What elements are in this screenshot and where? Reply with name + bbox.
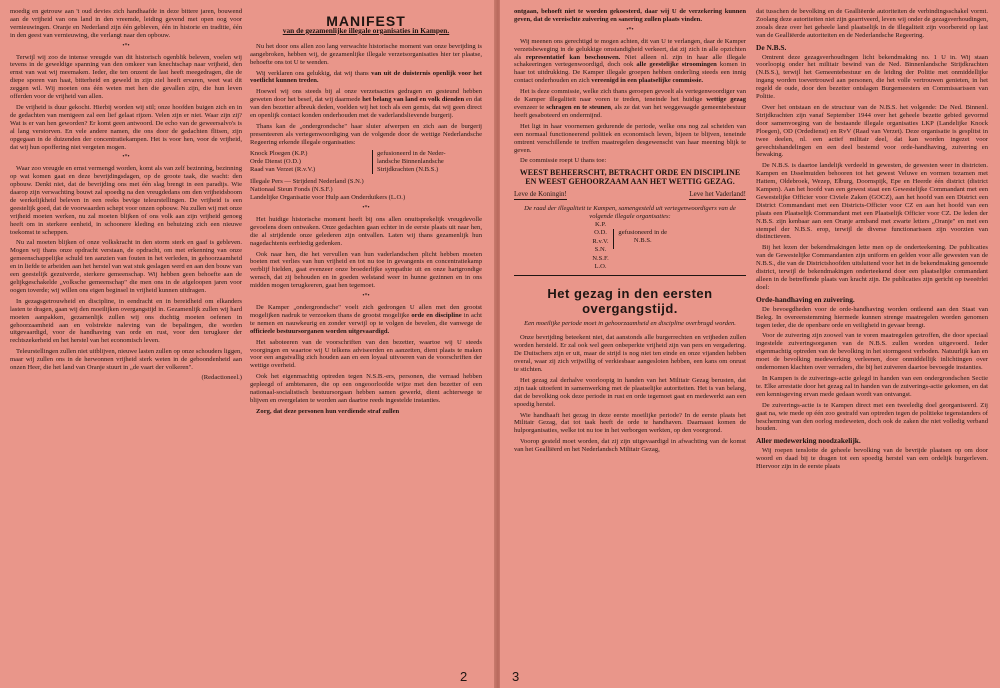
paragraph: Nu zal moeten blijken of onze volkskracht in den storm sterk en gaaf is gebleven. Mogen wij thans onze opdracht verstaan, de opdracht, om met erkenning van onze gemeenschappelijke schuld ten aanzien van fouten in het verleden, in gehoorzaamheid en in liefde te arbeiden aan het herstel van wat stuk geslagen werd en aan den bouw van een geestelijk gezuiverde, sterkere gemeenschap. Wij hebben geen behoefte aan de gelijkgeschakelde „volksche gemeenschap" die men ons in de afgeloopen jaren voor oogen toverde; wij willen ons eigen beginsel in vrijheid kunnen uitdragen. [10, 239, 242, 294]
paragraph: Zorg, dat deze personen hun verdiende straf zullen [256, 407, 400, 415]
page-number: 3 [512, 669, 520, 684]
paragraph: ontgaan, behoeft niet te worden gekoesterd, daar wij U de verzekering kunnen geven, dat de vereischte zuivering en sanering zullen plaats vinden. [514, 8, 746, 23]
section-divider: •*• [122, 42, 130, 49]
section-divider: •*• [362, 205, 370, 212]
section-heading: Aller medewerking noodzakelijk. [756, 436, 861, 446]
paragraph: Ook het eigenmachtig optreden tegen N.S.B.-ers, personen, die verraad hebben gepleegd of ambtenaren, die op een ongeoorloofde wijze met den bezetter of een nationaal-socialistisch bestuursorgaan hebben samen gewerkt, dient achterwege te blijven en overgelaten te worden aan daartoe reeds ingestelde instanties. [250, 373, 482, 404]
paragraph: Het gezag zal derhalve voorloopig in handen van het Militair Gezag berusten, dat zijn taak uitoefent in samenwerking met de plaatselijke autoriteiten. Het is van belang, dat de bevolking ook deze periode in rust en orde tegemoet gaat en medewerkt aan een spoedig herstel. [514, 376, 746, 408]
paragraph: Thans kan de „ondergrondsche" haar sluier afwerpen en zich aan de burgerij presenteeren als vertegenwoordiging van de volgende door de wettige Nederlandsche Regeering erkende illegale organisaties: [250, 122, 482, 146]
council-intro: De raad der illegaliteit te Kampen, samengesteld uit vertegenwoordigers van de volgende illegale organisaties: [524, 205, 736, 221]
paragraph: Omtrent deze gezagsverhoudingen licht bekendmaking no. 1 U in. Wij staan voorloopig onder het militair bewind van de Ned. Binnenlandsche Strijdkrachten (N.B.S.), terwijl het Gemeentebestuur en de leiding der Politie met onmiddellijke ingang worden toevertrouwd aan personen, die het volle vertrouwen genieten, in het regeld de oude, door den bezetter ontslagen Burgemeesters en Commissarissen van Politie. [756, 53, 988, 101]
text-run: komen in haar tot uitdrukking. De Kamper illegale groepen hebben onderling steeds een innig contact onderhouden en zich [514, 61, 746, 85]
org-item: Knock Ploegen (K.P.) [250, 149, 308, 157]
manifest-column [250, 8, 482, 668]
cheer-queen: Leve de Koningin! [514, 190, 567, 199]
text-run: Wij verklaren ons gelukkig, dat wij thans [256, 69, 372, 77]
section-heading: Orde-handhaving en zuivering. [756, 294, 855, 304]
cheers [514, 191, 746, 200]
text-run: Wij meenen ons gerechtigd te mogen achten, dit van U te verlangen, daar de Kamper verzetsbeweging in de gelukkige omstandigheid verkeert, dat zij zich in alle opzichten als [514, 37, 746, 61]
paragraph: Waar zoo vreugde en ernst vermengd worden, komt als van zelf bezinning, bezinning op wat komen gaat en deze bevrijdingsdagen, op de groote taak, die wacht: den opbouw. Denkt niet, dat de bevrijding ons met één slag brengt in een paradijs. Wie daarop zijn verwachting bouwt zal spoedig na den vreugdedans om den vrijheidsboom de werkelijkheid beleven in een reeks bevige teleurstellingen. De vrijheid is een geestelijk goed, dat de voorwaarden schept voor onzen opbouw. Nu zullen wij met onze vrijheid moeten werken, nu zal moeten blijken of ons volk aan zijn vrijheid genoeg heeft om in sterkere eenheid, in schoonere kleding en behuizing zich een nieuwe toekomst te scheppen. [10, 165, 242, 236]
council-org: R.v.V. [592, 237, 609, 245]
text-run: evenzeer te [514, 103, 547, 111]
paragraph: De vrijheid is duur gekocht. Hierbij worden wij stil; onze hoofden buigen zich en in de gedachten van menigeen zal een lief gelaat rijzen. Velen zijn er niet. Waar zijn zij? Wat is er van hen geworden? Er komt geen antwoord. De echo van de geweersalvo's is al lang verstorven. En vele andere namen, die ons door de gedachten flitsen, zijn opgegaan in de duizenden der concentratiekampen. Het is voor hen, voor de vrijheid, dat wij hun opoffering niet vergeten mogen. [10, 103, 242, 151]
paragraph: Over het ontstaan en de structuur van de N.B.S. het volgende: De Ned. Binnenl. Strijdkrachten zijn vanaf September 1944 over het geheele bezette gebied gevormd door samenvoeging van de bestaande illegale organisaties LKP (Landelijke Knock Ploegen), OD (Ordedienst) en RvV (Raad van Verzet). Deze organisatie is gesplitst in twee deelen, nl. een actief militair deel, dat kan worden ingezet voor gevechtshandelingen en een deel bestemd voor orde-handhaving, zuivering en bewaking. [756, 103, 988, 159]
emphasis: het belang van land en volk dienden [362, 96, 465, 104]
emphasis: orde en discipline [411, 311, 462, 319]
paragraph: moedig en getrouw aan 't oud devies zich handhaafde in deze bittere jaren, bouwend aan de vrijheid van ons land in den vreemde, leiding gevend met open oog voor vernieuwingen. Oranje en Nederland zijn één gebleven, één in historie en traditie, één in den geest van vernieuwing, die verlangt naar den opbouw. [10, 8, 242, 39]
fusion-note: Strijdkrachten (N.B.S.) [377, 166, 439, 174]
paragraph: Teleurstellingen zullen niet uitblijven, nieuwe lasten zullen op onze schouders liggen, maar wij zullen ons in de herwonnen vrijheid sterk weten in de geboondenheid aan onzen Heer, die het land van Oranje stuurt in „de vaart der volkeren". [10, 348, 242, 372]
council-org: S.N. [594, 246, 607, 254]
text-run: De Kamper „ondergrondsche" voelt zich gedrongen U allen met den grootst mogelijken nadruk te verzoeken thans de grootst mogelijke [250, 303, 482, 319]
editorial-column [10, 8, 242, 668]
org-item: Illegale Pers — Strijdend Nederland (S.N.) [250, 178, 364, 186]
paragraph: Voorop gesteld moet worden, dat zij zijn uitgevaardigd in afwachting van de komst van het Gealliëerd en het Nederlandsch Militair Gezag, [514, 438, 746, 454]
paragraph: Ook naar hen, die het vervullen van hun vaderlandschen plicht hebben moeten boeten met verlies van hun vrijheid en tot nu toe in gevangenis en concentratiekamp verblijf hielden, gaat evenzeer onze broederlijke sympathie uit en onze hartgrondige wensch, dat zij behouden en in goeden welstand weer in hunne gezinnen en in ons midden mogen terugkeeren, gaat hen tegemoet. [250, 250, 482, 290]
council-org: L.O. [594, 263, 607, 271]
emphasis: representatief kan beschouwen. [525, 53, 621, 61]
paragraph: De bevoegdheden voor de orde-handhaving worden ontleend aan den Staat van Beleg. In overeenstemming hiermede kunnen strenge maatregelen worden genomen tegen ieder, die de openbare orde en veiligheid in gevaar brengt. [756, 305, 988, 329]
paragraph: Voor de zuivering zijn zoowel van te voren maatregelen getroffen, die door speciaal ingestelde zuiveringsorganen van de N.B.S. zullen worden uitgevoerd. Ieder eigenmachtig optreden van de bevolking in het stormgeest verboden. Natuurlijk kan en moet de bevolking medewerking verleenen, door onmiddellijk inlichtingen over ondernomen klachten over verraders, die bij het zuiveren daartoe bevoegde instanties. [756, 332, 988, 372]
paragraph: Nu het door ons allen zoo lang verwachte historische moment van onze bevrijding is aangebroken, hebben wij, de gezamenlijke illegale verzetsorganisaties hier ter plaatse, behoefte ons tot U te wenden. [250, 42, 482, 66]
text-run: , als ze dat van het weggevaagde gemeentebestuur heeft gesaboteerd en ondermijnd. [514, 103, 746, 119]
council-org: N.S.F. [592, 254, 609, 262]
fusion-note: landsche Binnenlandsche [377, 157, 444, 165]
emphasis: van uit de duisternis openlijk voor het voetlicht kunnen treden. [250, 69, 482, 85]
fusion-note: gefusioneerd in de N.B.S. [613, 229, 668, 249]
org-item: Nationaal Steun Fonds (N.S.F.) [250, 186, 333, 194]
paragraph: Het ligt in haar voornemen gedurende de periode, welke ons nog zal scheiden van een normaal functioneerend politiek en economisch leven, bijeen te blijven, teneinde omtrent verschillende te treffen maatregelen desgewenscht van haar meening blijk te geven. [514, 122, 746, 154]
nbs-column [756, 8, 988, 668]
council-org: K.P. [594, 221, 606, 229]
text-run: in acht te nemen en nauwkeurig en zonder verwijl op te volgen de bevelen, die vanwege de [250, 311, 482, 327]
paragraph: Bij het lezen der bekendmakingen lette men op de onderteekening. De publicaties van de Gewestelijke Commandanten zijn uniform en gelden voor alle gewesten van de N.B.S., die van de Districtshoofden uitsluitend voor het in de bekendmaking genoemde district, terwijl de bekendmakingen onderteekend door een plaatselijke commandant alleen in de betreffende plaats van kracht zijn. De publicaties zijn gericht op tweeërlei doel: [756, 244, 988, 291]
paragraph: Wij roepen tenslotte de geheele bevolking van de bevrijde plaatsen op om door woord en daad bij te dragen tot een spoedig herstel van een ordelijk burgerleven. Hiervoor zijn in de eerste plaats [756, 447, 988, 471]
section-title: Het gezag in den eersten overgangstijd. [547, 286, 713, 317]
commission-call: WEEST BEHEERSCHT, BETRACHT ORDE EN DISCIPLINE EN WEEST GEHOORZAAM AAN HET WETTIG GEZAG. [519, 168, 741, 187]
right-page [500, 0, 1000, 688]
paragraph: In Kampen is de zuiverings-actie gelegd in handen van een ondergrondschen Sectie te. Elke arrestatie door het gezag zal in handen van de zuiverings-actie gekomen, en dat een kennisgeving ervan mede gedaan wordt van ontvangst. [756, 374, 988, 398]
emphasis: alle geestelijke stroomingen [636, 61, 717, 69]
emphasis: officieele bestuursorganen worden uitgevaardigd. [250, 327, 390, 335]
text-run: Het is deze commissie, welke zich thans geroepen gevoelt als vertegenwoordiger van de Kamper illegaliteit naar voren te treden, teneinde het huidige [514, 88, 746, 104]
org-item: Orde Dienst (O.D.) [250, 157, 301, 165]
paragraph: In gezagsgetrouwheid en discipline, in eendracht en in bereidheid om elkanders lasten te dragen, gaan wij den moeilijken overgangstijd in. Gezamenlijk zullen wij hard moeten aanpakken, gezamenlijk zullen wij ons duchtig moeten oefenen in gehoorzaamheid aan en volstrekte naleving van de bepalingen, die worden uitgevaardigd, voor de handhaving van orde en rust, voor den terugkeer der rechtszekerheid en het herstel van het economisch leven. [10, 297, 242, 345]
commission-column [514, 8, 746, 668]
signature: (Redactioneel.) [201, 373, 242, 381]
manifest-subtitle: van de gezamenlijke illegale organisaties in Kampen. [282, 25, 450, 35]
section-heading: De N.B.S. [756, 42, 787, 52]
org-item: Raad van Verzet (R.v.V.) [250, 166, 316, 174]
divider [514, 275, 746, 276]
page-number: 2 [460, 669, 468, 684]
manifest-title: MANIFEST [326, 13, 406, 29]
cheer-fatherland: Leve het Vaderland! [689, 190, 746, 199]
emphasis: vereenigd in een plaatselijke commissie. [591, 77, 704, 85]
paragraph: De N.B.S. is daartoe landelijk verdeeld in gewesten, de gewesten weer in districten. Kampen en IJsselmuiden behooren tot het gewest Veluwe en vormen tezamen met Hattem, Oldebroek, Wezep, Elburg, Doornspijk, Epe en Heerde één district (district Kampen). Aan het hoofd van een gewest staat een Gewestelijke Commandant met een Gewestelijke Officier voor Civiele Zaken (GOCZ), aan het hoofd van een District een District Commandant met een Districts-Officier voor CZ en aan het hoofd van een plaats een Plaatselijk Commandant met een Plaatselijk Officier voor CZ. De leden der N.B.S. zijn kenbaar aan een Oranje armband met zwarte letters „Oranje" en met een stempel der N.B.S. erop, terwijl de diverse functionarissen zijn voorzien van distinctieven. [756, 162, 988, 241]
section-divider: •*• [122, 154, 130, 161]
paragraph: Het saboteeren van de voorschriften van den bezetter, waartoe wij U steeds voorgingen en waartoe wij U telkens adviseerden en aanzetten, dient plaats te maken voor een angstvallig zich houden aan en een loyaal uitvoeren van de voorschriften der wettige overheid. [250, 338, 482, 370]
emphasis: wettige gezag [706, 96, 746, 104]
text-run: Hoewel wij ons steeds bij al onze verzetsacties gedragen en gesteund hebben geweten door het besef, dat wij daarmede [250, 88, 482, 104]
fusion-note: gefusioneerd in de Neder- [377, 149, 446, 157]
text-run: Niet alleen nl. zijn in haar alle illegale schakeeringen vertegenwoordigd, doch ook [514, 53, 746, 69]
organisation-list [250, 150, 482, 175]
left-page [0, 0, 496, 688]
org-item: Landelijke Organisatie voor Hulp aan Onderduikers (L.O.) [250, 194, 406, 202]
section-subtitle: Een moeilijke periode moet in gehoorzaamheid en discipline overbrugd worden. [524, 320, 736, 328]
emphasis: schragen en te steunen [546, 103, 611, 111]
section-divider: •*• [362, 293, 370, 300]
text-run: en dat van den bezetter afbreuk deden, voelden wij het toch als een gemis, dat wij geen direct en openlijk contact konden onderhouden met de vaderlandslievende burgerij. [250, 96, 482, 120]
council-org: O.D. [594, 229, 607, 237]
paragraph: De zuiverings-actie is te Kampen direct met een tweeledig doel georganiseerd. Zij gaat na, wie mede op één zoo gestrafd van optreden tegen de politieke tegenstanders of bescherming van den oorlog medeweten, doch ook de zaken die niet volledig verband houden. [756, 401, 988, 433]
paragraph: Het huidige historische moment heeft bij ons allen onuitsprekelijk vreugdevolle gevoelens doen ontwaken. Onze gedachten gaan echter in de eerste plaats uit naar hen, die al strijdende onze gelederen zijn ontvallen. Laten wij thans gezamenlijk hun nagedachtenis eerbiedig gedenken. [250, 215, 482, 247]
paragraph: Wie handhaaft het gezag in deze eerste moeilijke periode? In de eerste plaats het Militair Gezag, dat tot taak heeft de orde te handhaven. Daarnaast komen de hulporganisaties, welke tot nu toe in het verborgen werkten, op den voorgrond. [514, 411, 746, 435]
council-block [514, 205, 746, 271]
paragraph: dat tusschen de bevolking en de Gealliëerde autoriteiten de verbindingsschakel vormt. Zoolang deze autoriteiten niet zijn gearriveerd, leven wij onder de gezagsverhoudingen, zooals deze over het geheele land plaatselijk in de illegaliteit zijn voorbereid op last van de Gealliëerde autoriteiten en de Nederlandsche Regeering. [756, 8, 988, 39]
paragraph: De commissie roept U thans toe: [520, 157, 607, 165]
paragraph: Onze bevrijding beteekent niet, dat aanstonds alle burgerrechten en vrijheden zullen worden hersteld. Er zal ook wel geen onbeperkte vrijheid zijn van pers en vergadering. De Duitschers zijn er uit, maar de strijd is nog niet ten einde en onze vijanden hebben overal, waar zij zich vrijwillig of verkiesbaar aangesloten hebben, een kans om onrust te stichten. [514, 334, 746, 373]
section-divider: •*• [626, 26, 634, 33]
paragraph: Terwijl wij zoo de intense vreugde van dit historisch ogenblik beleven, voelen wij tevens in de geweldige spanning van den omkeer van knechtschap naar vrijheid, den ernst van wat wij meemaken. Ieder, die ten onzent de last heeft meegedragen, die de diepe sporen van haat, bitterheid en geweld in zijn ziel heeft ervaren, weet wat dit zeggen wil. Wij moeten ons één weten met hen die gevallen zijn, die hun leven offerden voor de vrijheid van allen. [10, 53, 242, 101]
